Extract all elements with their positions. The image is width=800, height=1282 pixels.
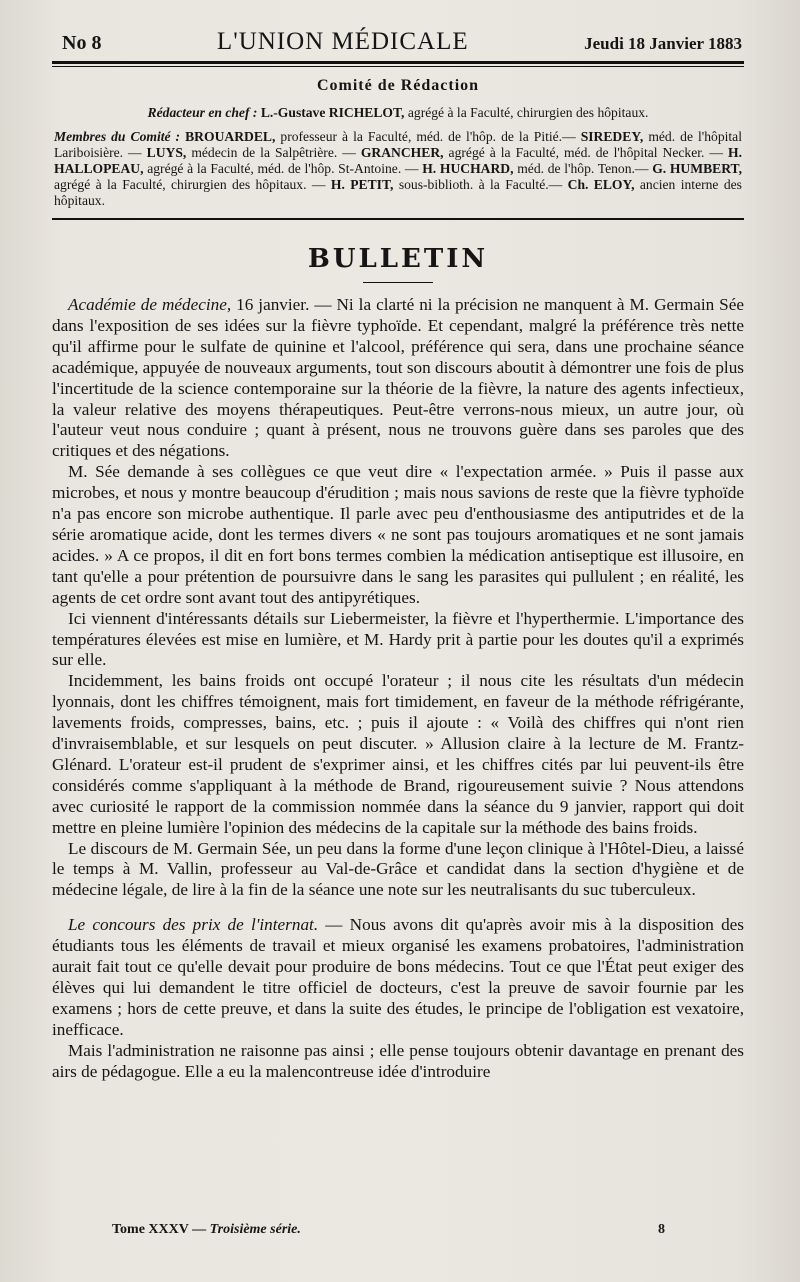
members-label: Membres du Comité : [54,129,181,144]
member-name: Ch. ELOY, [567,177,635,192]
footer-series: Troisième série. [209,1222,301,1237]
member-desc: ancien interne des hôpitaux. [54,177,742,208]
bulletin-body [52,295,744,1083]
page-footer [112,1222,665,1238]
member-name: H. HUCHARD, [422,161,514,176]
paragraph: Mais l'administration ne raisonne pas ainsi ; elle pense toujours obtenir davantage en prenant des airs de pédagogue. Elle a eu la malencontreuse idée d'introduire [52,1040,744,1081]
section-lead: Le concours des prix de l'internat. [68,915,319,935]
journal-title: L'UNION MÉDICALE [216,28,469,55]
paragraph-text: 16 janvier. — Ni la clarté ni la précision ne manquent à M. Germain Sée dans l'exposition de ses idées sur la fièvre typhoïde. Et cependant, malgré la préférence très nette qu'il affirme pour le sulfate de quinine et l'alcool, préférence qui sera, dans une prochaine séance académique, appuyée de nouveaux arguments, tout son discours aboutit à démontrer une fois de plus l'incertitude de la science contemporaine sur la théorie de la fièvre, la nature des agents infectieux, la valeur relative des moyens thérapeutiques. Peut-être verrons-nous mieux, un autre jour, où l'auteur veut nous conduire ; quant à présent, nous ne trouvons guère dans ses paroles que des critiques et des négations. [52,295,744,461]
paragraph: Le discours de M. Germain Sée, un peu dans la forme d'une leçon clinique à l'Hôtel-Dieu, a laissé le temps à M. Vallin, professeur au Val-de-Grâce et candidat dans la section d'hygiène et de médecine légale, de lire à la fin de la séance une note sur les neutralisants du suc tuberculeux. [52,838,744,900]
editor-name: L.-Gustave RICHELOT, [260,105,405,120]
editor-label: Rédacteur en chef : [147,105,258,120]
member-name: G. HUMBERT, [652,161,743,176]
issue-number: No 8 [62,32,102,54]
member-desc: agrégé à la Faculté, méd. de l'hôpital Necker. — [448,145,724,160]
bulletin-rule [363,282,433,283]
section-lead: Académie de médecine, [68,295,232,314]
member-name: H. PETIT, [330,177,394,192]
member-name: GRANCHER, [360,145,444,160]
committee-title: Comité de Rédaction [316,77,480,94]
footer-tome: Tome XXXV — [112,1222,207,1237]
member-name: H. HALLOPEAU, [54,145,743,176]
member-desc: agrégé à la Faculté, chirurgien des hôpitaux. — [54,177,326,192]
committee-members [54,129,742,209]
editorial-committee [52,67,744,213]
member-desc: médecin de la Salpêtrière. — [191,145,356,160]
editor-in-chief [54,105,742,121]
masthead [52,28,744,59]
member-name: BROUARDEL, [185,129,276,144]
paragraph: Incidemment, les bains froids ont occupé l'orateur ; il nous cite les résultats d'un médecin lyonnais, dont les chiffres témoignent, mais fort timidement, en faveur de la méthode réfrigérante, lavements froids, compresses, bains, etc. ; puis il ajoute : « Voilà des chiffres qui n'ont rien d'invraisemblable, et sur lesquels on peut discuter. » Allusion claire à la lecture de M. Frantz-Glénard. L'orateur est-il prudent de s'exprimer ainsi, et les chiffres cités par lui peuvent-ils être considérés comme s'appliquant à la méthode de Brand, rigoureusement suivie ? Nous attendons avec curiosité le rapport de la commission nommée dans la séance du 9 janvier, rapport qui doit mettre en pleine lumière l'opinion des médecins de la capitale sur la méthode des bains froids. [52,671,744,837]
footer-volume [112,1222,301,1238]
paragraph [52,295,744,462]
member-name: LUYS, [146,145,187,160]
paragraph: M. Sée demande à ses collègues ce que veut dire « l'expectation armée. » Puis il passe aux microbes, et nous y montre beaucoup d'érudition ; mais nous savions de reste que la fièvre typhoïde n'a pas encore son microbe authentique. Il parle avec peu d'enthousiasme des antiputrides et de la série aromatique acide, dont les termes divers « ne sont pas toujours aromatiques et ne sont jamais acides. » A ce propos, il dit en fort bons termes combien la médication antiseptique est illusoire, en tant qu'elle a pour prétention de poursuivre dans le sang les parasites qui pullulent ; en réalité, les agents de cet ordre sont avant tout des antipyrétiques. [52,462,744,607]
committee-rule [52,218,744,220]
paragraph: Ici viennent d'intéressants détails sur Liebermeister, la fièvre et l'hyperthermie. L'importance des températures élevées est mise en lumière, et M. Hardy prit à partie pour les doutes qu'il a exprimés sur elle. [52,608,744,670]
page-content [52,28,744,1083]
issue-date: Jeudi 18 Janvier 1883 [584,34,742,53]
member-desc: professeur à la Faculté, méd. de l'hôp. de la Pitié.— [280,129,576,144]
member-desc: agrégé à la Faculté, méd. de l'hôp. St-Antoine. — [147,161,419,176]
paragraph-text: — Nous avons dit qu'après avoir mis à la disposition des étudiants tous les éléments de travail et mieux organisé les examens probatoires, l'administration aurait fait tout ce qu'elle devait pour produire de bons médecins. Tout ce que l'État peut exiger des élèves qui lui demandent le titre officiel de docteurs, c'est la preuve de savoir fournie par les examens ; hors de cette preuve, et dans la suite des études, le principe de l'obligation est vexatoire, inefficace. [52,915,744,1039]
member-desc: méd. de l'hôp. Tenon.— [517,161,649,176]
member-name: SIREDEY, [580,129,644,144]
page-number: 8 [658,1222,665,1237]
member-desc: méd. de l'hôpital Lariboisière. — [54,129,742,160]
editor-desc: agrégé à la Faculté, chirurgien des hôpitaux. [407,105,649,120]
paragraph [52,915,744,1040]
masthead-rule [52,61,744,64]
member-desc: sous-biblioth. à la Faculté.— [398,177,563,192]
bulletin-heading: BULLETIN [307,244,489,274]
